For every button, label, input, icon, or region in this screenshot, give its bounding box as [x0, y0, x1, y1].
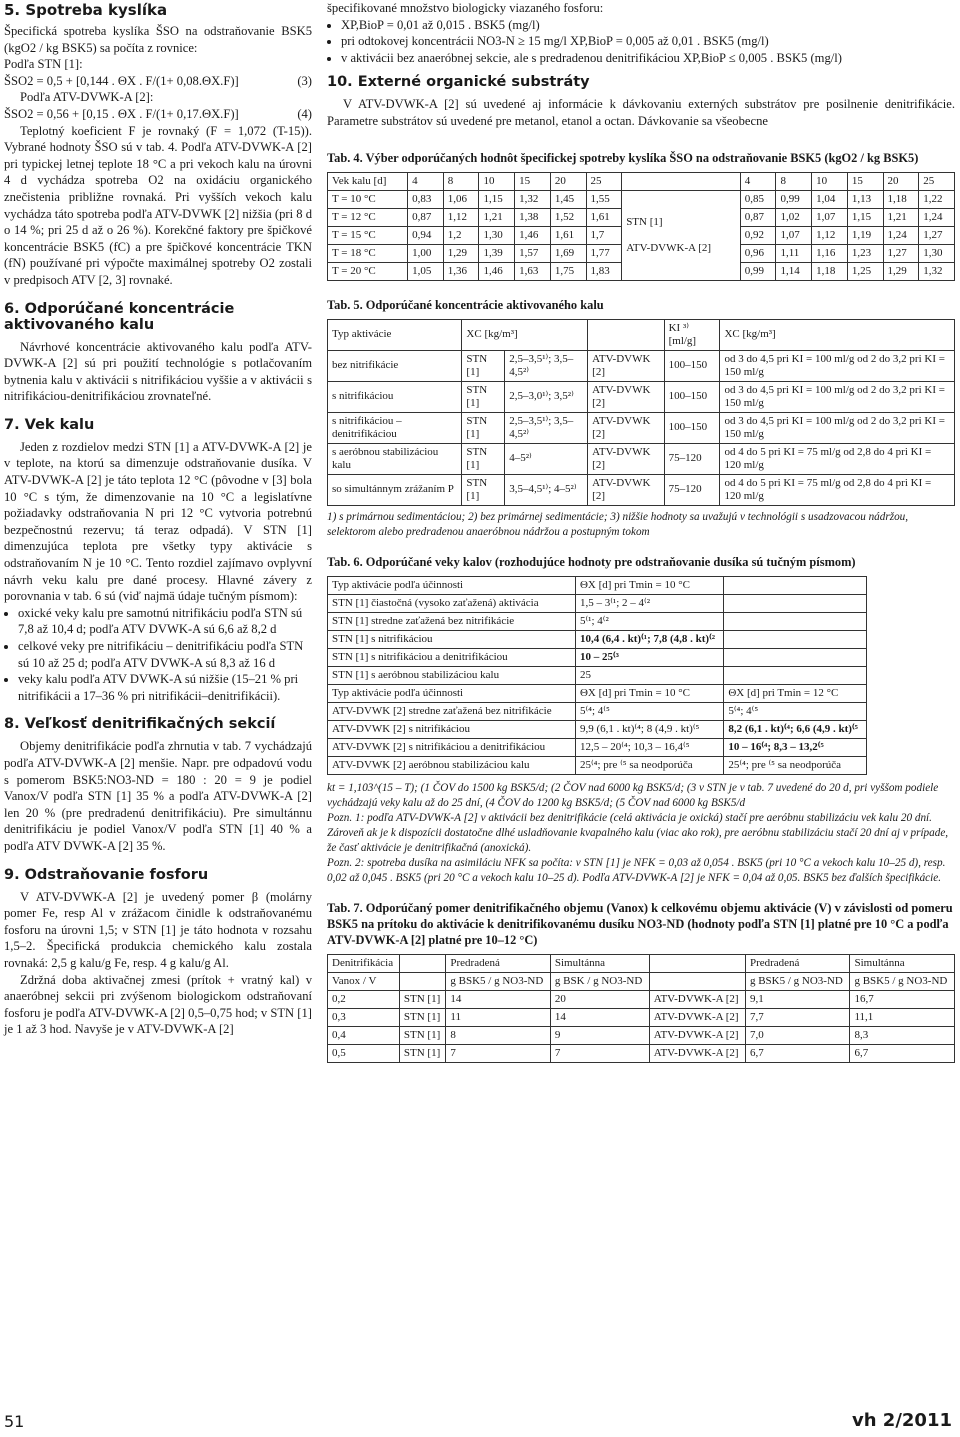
equation-3-number: (3): [297, 73, 312, 88]
table-cell: [649, 972, 745, 990]
table-cell: ΘX [d] pri Tmin = 12 °C: [724, 684, 867, 702]
table-cell: 15: [515, 172, 551, 190]
table-row: [328, 576, 867, 594]
table-cell: T = 20 °C: [328, 262, 408, 280]
table-cell: ΘX [d] pri Tmin = 10 °C: [575, 576, 723, 594]
table-cell: s nitrifikáciou – denitrifikáciou: [328, 412, 462, 443]
table-cell: 20: [550, 990, 649, 1008]
table-cell: 100–150: [664, 412, 720, 443]
phosphorus-intro: špecifikované množstvo biologicky viazaného fosforu:: [327, 1, 604, 15]
table-row: [328, 702, 867, 720]
section-5-title: 5. Spotreba kyslíka: [4, 1, 168, 19]
table-cell: 1,61: [550, 226, 586, 244]
table-row: [328, 738, 867, 756]
table-cell: STN [1]: [399, 990, 446, 1008]
table-cell: STN [1]: [399, 1044, 446, 1062]
table-cell: 10 – 16⁽⁴; 8,3 – 13,2⁽⁵: [724, 738, 867, 756]
table-cell: ATV-DVWK [2] stredne zaťažená bez nitrifikácie: [328, 702, 576, 720]
table-7: [327, 954, 955, 1063]
table-header-row: [328, 172, 955, 190]
table-cell: 1,12: [443, 208, 479, 226]
table-cell: 1,57: [515, 244, 551, 262]
table-cell: 1,27: [919, 226, 955, 244]
table-cell: 7,0: [745, 1026, 850, 1044]
table-cell: STN [1] s nitrifikáciou: [328, 630, 576, 648]
table-cell: 1,12: [812, 226, 848, 244]
table-cell: 0,2: [328, 990, 400, 1008]
table-cell: 100–150: [664, 381, 720, 412]
table-cell: 8,3: [850, 1026, 955, 1044]
section-8-body: Objemy denitrifikácie podľa zhrnutia v tab. 7 vychádzajú podľa ATV-DVWK-A [2] menšie. Napr. pre odpadovú vodu s pomerom BSK5:NO3-ND = 180 : 20 = 9 je podiel Vanox/V podľa STN [1] 35 % a podľa ATV-DVWK-A [2] len 20 % (pre predradenú denitrifikáciu). Pre simultánnu denitrifikáciu je podiel Vanox/V podľa STN [1] 40 % a podľa ATV DVWK-A [2] 35 %.: [4, 739, 312, 853]
table-cell: ATV-DVWK [2]: [588, 443, 664, 474]
list-item: • pri odtokovej koncentrácii NO3-N ≥ 15 mg/l XP,BioP = 0,005 až 0,01 . BSK5 (mg/l): [341, 33, 955, 50]
table-7-caption: Tab. 7. Odporúčaný pomer denitrifikačného objemu (Vanox) k celkovému objemu aktivácie (V) v závislosti od pomeru BSK5 na prítoku do aktivácie k denitrifikovanému dusíku NO3-ND (hodnoty podľa STN [1] platné pre 10 °C a podľa ATV-DVWK-A [2] platné pre 10–12 °C): [327, 900, 953, 947]
table-cell: 25⁽⁴; pre ⁽⁵ sa neodporúča: [724, 756, 867, 774]
table-cell: 8,2 (6,1 . kt)⁽⁴; 6,6 (4,9 . kt)⁽⁵: [724, 720, 867, 738]
table-cell: 3,5–4,5¹⁾; 4–5²⁾: [505, 474, 588, 505]
section-9-body-1: V ATV-DVWK-A [2] je uvedený pomer β (molárny pomer Fe, resp Al v zrážacom činidle k odstraňovanému fosforu na úrovni 1,5; v STN [1] je táto hodnota v rozsahu 1,5–2. Špecifická produkcia chemického kalu zostala rovnaká: 2,5 g kalu/g Fe, resp. 4 g kalu/g Al.: [4, 889, 312, 970]
phosphorus-bullets: [327, 17, 955, 67]
table-header-row: [328, 319, 955, 350]
table-cell: 12,5 – 20⁽⁴; 10,3 – 16,4⁽⁵: [575, 738, 723, 756]
table-cell: 4: [740, 172, 776, 190]
table-cell: 1,18: [812, 262, 848, 280]
table-row: [328, 720, 867, 738]
table-cell: T = 15 °C: [328, 226, 408, 244]
table-cell: Denitrifikácia: [328, 954, 400, 972]
equation-4: [4, 106, 312, 123]
table-cell: 2,5–3,5¹⁾; 3,5–4,5²⁾: [505, 412, 588, 443]
table-cell: 1,24: [883, 226, 919, 244]
table-cell: 75–120: [664, 443, 720, 474]
section-7-body: Jeden z rozdielov medzi STN [1] a ATV-DVWK-A [2] je v teplote, na ktorú sa dimenzuje odstraňovanie dusíka. V ATV-DVWK-A [2] je táto teplota 12 °C (pôvodne v [3] bola 10 °C s tým, že dimenzovanie na 10 °C a legislatívne požiadavky odstraňovania N pri 12 °C vytvoria potrebnú bezpečnostnú rezervu; tá teraz odpadá). V STN [1] dimenzujúca teplota pre všetky typy aktivácie s odstraňovaním N je 10 °C. Tento rozdiel zajímavo ovplyvní návrh veku kalu pre dané procesy. Hlavné závery z porovnania v tab. 6 sú (viď najmä údaje tučným písmom):: [4, 439, 312, 604]
table-cell: [724, 612, 867, 630]
table-cell: g BSK5 / g NO3-ND: [850, 972, 955, 990]
table-cell: 4–5²⁾: [505, 443, 588, 474]
section-5-body: Teplotný koeficient F je rovnaký (F = 1,072 (T-15)). Vybrané hodnoty ŠSO sú v tab. 4. Podľa ATV-DVWK-A [2] pri typickej letnej teplote 18 °C a pri vekoch kalu na úrovni 4 d vychádza spotreba O2 na oxidáciu organického znečistenia približne rovnaká. Pri vyšších vekoch kalu vychádza táto spotreba podľa ATV-DVWK [2] nižšia (pri 8 d o 14 %; pri 25 d až o 26 %). Korekčné faktory pre špičkové koncentrácie BSK5 (fC) a pre špičkové koncentrácie TKN (fN) používané pri výpočte maximálnej spotreby O2 zostali v predpisoch ATV [2, 3] rovnaké.: [4, 123, 312, 287]
equation-4-number: (4): [297, 106, 312, 121]
table-5-note: 1) s primárnou sedimentáciou; 2) bez primárnej sedimentácie; 3) nižšie hodnoty sa uvažujú v technológii s usadzovacou nádržou, selektorom alebo predradenou anaeróbnou nádržou a postupným tokom: [327, 510, 909, 538]
table-row: [328, 412, 955, 443]
table-cell: 15: [847, 172, 883, 190]
table-cell: [622, 172, 741, 190]
table-cell: 16,7: [850, 990, 955, 1008]
table-cell: 2,5–3,5¹⁾; 3,5–4,5²⁾: [505, 350, 588, 381]
table-cell: ATV-DVWK-A [2]: [649, 1026, 745, 1044]
table-cell: STN [1] stredne zaťažená bez nitrifikácie: [328, 612, 576, 630]
table-cell: 0,4: [328, 1026, 400, 1044]
table-cell: 10: [479, 172, 515, 190]
table-cell: 75–120: [664, 474, 720, 505]
section-6-title: 6. Odporúčané koncentrácie aktivovaného kalu: [4, 300, 235, 333]
table-cell: XC [kg/m³]: [462, 319, 588, 350]
table-cell: 1,61: [586, 208, 622, 226]
table-6: [327, 576, 867, 775]
table-cell: ATV-DVWK [2]: [588, 381, 664, 412]
table-cell: g BSK / g NO3-ND: [550, 972, 649, 990]
table-cell: 1,21: [883, 208, 919, 226]
table-cell: 1,11: [776, 244, 812, 262]
table-cell: Vanox / V: [328, 972, 400, 990]
table-cell: 1,75: [550, 262, 586, 280]
table-cell: 1,25: [847, 262, 883, 280]
table-cell: 0,87: [740, 208, 776, 226]
table-cell: 14: [446, 990, 551, 1008]
section-7-bullets: [4, 605, 312, 705]
table-6-note-1: kt = 1,103^(15 – T); (1 ČOV do 1500 kg BSK5/d; (2 ČOV nad 6000 kg BSK5/d; (3 v STN je v tab. 7 uvedené do 20 d, pri vyššom podiele vychádzajú veky kalu až do 25 dní, (4 ČOV do 1200 kg BSK5/d; (5 ČOV nad 6000 kg BSK5/d: [327, 781, 939, 809]
table-cell: 0,85: [740, 190, 776, 208]
table-6-note-3: Pozn. 2: spotreba dusíka na asimiláciu NFK sa počíta: v STN [1] je NFK = 0,03 až 0,054 . BSK5 (pri 10 °C a vekoch kalu 10–25 d), resp. 0,02 až 0,045 . BSK5 (pri 20 °C a vekoch kalu 10–25 d). Podľa ATV-DVWK-A [2] je NFK = 0,04 až 0,05. BSK5 bez ďalších špecifikácie.: [327, 856, 946, 884]
table-cell: 1,32: [515, 190, 551, 208]
table-cell: STN [1]: [462, 443, 505, 474]
table-cell: 1,22: [919, 190, 955, 208]
table-cell: 100–150: [664, 350, 720, 381]
table-row: [328, 972, 955, 990]
table-cell: 1,83: [586, 262, 622, 280]
table-cell: 5⁽⁴; 4⁽⁵: [724, 702, 867, 720]
table-cell: 0,5: [328, 1044, 400, 1062]
table-row: [328, 630, 867, 648]
table-cell: Simultánna: [850, 954, 955, 972]
section-6-body: Návrhové koncentrácie aktivovaného kalu podľa ATV-DVWK-A [2] sú pri použití technológie s potlačovaním bytnenia kalu v aktivácii s nitrifikáciou vyššie a v aktivácii s nitrifikáciou-denitrifikáciou zrovnateľné.: [4, 339, 312, 404]
table-cell: 25: [586, 172, 622, 190]
table-row: [328, 756, 867, 774]
right-column: [327, 0, 955, 1063]
table-cell: 1,16: [812, 244, 848, 262]
table-cell: [724, 648, 867, 666]
table-cell: 1,63: [515, 262, 551, 280]
table-cell: 5⁽¹; 4⁽²: [575, 612, 723, 630]
table-cell: 20: [550, 172, 586, 190]
table-cell: 1,46: [479, 262, 515, 280]
table-cell: 1,2: [443, 226, 479, 244]
table-cell: 1,15: [847, 208, 883, 226]
section-9-title: 9. Odstraňovanie fosforu: [4, 866, 209, 883]
table-cell: 1,07: [776, 226, 812, 244]
left-column: [4, 0, 312, 1038]
table-cell: [399, 972, 446, 990]
table-row: [328, 990, 955, 1008]
table-cell: 8: [443, 172, 479, 190]
list-item: • oxické veky kalu pre samotnú nitrifikáciu podľa STN sú 7,8 až 10,4 d; podľa ATV DVWK-A sú 6,6 až 8,2 d: [18, 605, 312, 638]
table-cell: 7: [446, 1044, 551, 1062]
table-cell: g BSK5 / g NO3-ND: [745, 972, 850, 990]
table-cell: g BSK5 / g NO3-ND: [446, 972, 551, 990]
table-cell: 2,5–3,0¹⁾; 3,5²⁾: [505, 381, 588, 412]
table-cell: od 3 do 4,5 pri KI = 100 ml/g od 2 do 3,2 pri KI = 150 ml/g: [720, 412, 955, 443]
table-cell: 14: [550, 1008, 649, 1026]
table-cell: od 4 do 5 pri KI = 75 ml/g od 2,8 do 4 pri KI = 120 ml/g: [720, 443, 955, 474]
table-cell: 1,69: [550, 244, 586, 262]
table-cell: [649, 954, 745, 972]
table-4: [327, 172, 955, 281]
table-cell: Predradená: [745, 954, 850, 972]
table-cell: ΘX [d] pri Tmin = 10 °C: [575, 684, 723, 702]
source-left-label: STN [1]: [626, 215, 663, 228]
table-cell: 1,15: [479, 190, 515, 208]
page-number: 51: [4, 1412, 25, 1431]
table-cell: 11: [446, 1008, 551, 1026]
table-cell: 0,92: [740, 226, 776, 244]
table-cell: ATV-DVWK [2] aeróbnou stabilizáciou kalu: [328, 756, 576, 774]
table-cell: 1,36: [443, 262, 479, 280]
table-cell: STN [1]: [462, 412, 505, 443]
table-row: [328, 443, 955, 474]
table-cell: 8: [776, 172, 812, 190]
table-cell: 1,77: [586, 244, 622, 262]
table-cell: 1,24: [919, 208, 955, 226]
table-cell: 7: [550, 1044, 649, 1062]
table-cell: so simultánnym zrážaním P: [328, 474, 462, 505]
table-cell: 0,83: [408, 190, 444, 208]
list-item: • v aktivácii bez anaeróbnej sekcie, ale s predradenou denitrifikáciou XP,BioP ≤ 0,005 . BSK5 (mg/l): [341, 50, 955, 67]
table-cell: 0,87: [408, 208, 444, 226]
table-row: [328, 612, 867, 630]
table-cell: T = 10 °C: [328, 190, 408, 208]
table-row: [328, 1026, 955, 1044]
table-cell: 1,21: [479, 208, 515, 226]
table-row: [328, 1044, 955, 1062]
table-cell: 1,29: [883, 262, 919, 280]
table-cell: 1,45: [550, 190, 586, 208]
table-cell: T = 12 °C: [328, 208, 408, 226]
table-cell: 11,1: [850, 1008, 955, 1026]
table-cell: Typ aktivácie podľa účinnosti: [328, 576, 576, 594]
table-cell: 9,9 (6,1 . kt)⁽⁴; 8 (4,9 . kt)⁽⁵: [575, 720, 723, 738]
table-cell: STN [1] čiastočná (vysoko zaťažená) aktivácia: [328, 594, 576, 612]
table-cell: 10 – 25⁽³: [575, 648, 723, 666]
table-cell: T = 18 °C: [328, 244, 408, 262]
table-cell: KI ³⁾ [ml/g]: [664, 319, 720, 350]
table-cell: 6,7: [745, 1044, 850, 1062]
table-cell: 1,04: [812, 190, 848, 208]
table-cell: 0,94: [408, 226, 444, 244]
table-cell: ATV-DVWK-A [2]: [649, 990, 745, 1008]
table-row: [328, 648, 867, 666]
table-cell: bez nitrifikácie: [328, 350, 462, 381]
table-cell: 1,13: [847, 190, 883, 208]
equation-4-text: ŠSO2 = 0,56 + [0,15 . ΘX . F/(1+ 0,17.ΘX.F)]: [4, 106, 239, 121]
table-cell: Simultánna: [550, 954, 649, 972]
table-cell: 1,39: [479, 244, 515, 262]
equation-3: [4, 73, 312, 90]
table-cell: 1,19: [847, 226, 883, 244]
table-cell: STN [1]: [462, 381, 505, 412]
table-cell: 25⁽⁴; pre ⁽⁵ sa neodporúča: [575, 756, 723, 774]
table-cell: 0,3: [328, 1008, 400, 1026]
table-cell: ATV-DVWK-A [2]: [649, 1044, 745, 1062]
equation-3-text: ŠSO2 = 0,5 + [0,144 . ΘX . F/(1+ 0,08.ΘX.F)]: [4, 73, 239, 88]
journal-issue: vh 2/2011: [851, 1410, 952, 1431]
table-cell: 25: [575, 666, 723, 684]
table-cell: XC [kg/m³]: [720, 319, 955, 350]
table-cell: Predradená: [446, 954, 551, 972]
table-cell: 1,30: [919, 244, 955, 262]
table-cell: 1,06: [443, 190, 479, 208]
table-cell: s nitrifikáciou: [328, 381, 462, 412]
section-7-title: 7. Vek kalu: [4, 416, 95, 433]
table-cell: od 3 do 4,5 pri KI = 100 ml/g od 2 do 3,2 pri KI = 150 ml/g: [720, 350, 955, 381]
table-5: [327, 319, 955, 506]
table-row: [328, 381, 955, 412]
table-cell: [724, 594, 867, 612]
table-cell: 1,52: [550, 208, 586, 226]
table-row: [328, 474, 955, 505]
table-cell: 1,32: [919, 262, 955, 280]
table-cell: od 4 do 5 pri KI = 75 ml/g od 2,8 do 4 pri KI = 120 ml/g: [720, 474, 955, 505]
table-cell: 0,99: [776, 190, 812, 208]
table-cell: STN [1]: [399, 1008, 446, 1026]
table-row: [328, 350, 955, 381]
table-cell: STN [1] s aeróbnou stabilizáciou kalu: [328, 666, 576, 684]
table-cell: 1,46: [515, 226, 551, 244]
source-right-label: ATV-DVWK-A [2]: [626, 241, 712, 254]
table-cell: 10: [812, 172, 848, 190]
list-item: • XP,BioP = 0,01 až 0,015 . BSK5 (mg/l): [341, 17, 955, 34]
table-cell: 0,99: [740, 262, 776, 280]
table-cell: Vek kalu [d]: [328, 172, 408, 190]
section-5-stn-label: Podľa STN [1]:: [4, 57, 83, 72]
table-cell: 1,23: [847, 244, 883, 262]
table-cell: 1,18: [883, 190, 919, 208]
table-cell: 9: [550, 1026, 649, 1044]
table-cell: 1,29: [443, 244, 479, 262]
table-cell: Typ aktivácie podľa účinnosti: [328, 684, 576, 702]
table-cell: STN [1] s nitrifikáciou a denitrifikáciou: [328, 648, 576, 666]
table-cell: 6,7: [850, 1044, 955, 1062]
section-10-body: V ATV-DVWK-A [2] sú uvedené aj informácie k dávkovaniu externých substrátov pre posilnenie denitrifikácie. Parametre substrátov sú uvedené pre metanol, etanol a octan. Dávkovanie sa všeobecne: [327, 97, 955, 128]
table-5-caption: Tab. 5. Odporúčané koncentrácie aktivovaného kalu: [327, 297, 604, 312]
table-cell: ATV-DVWK [2] s nitrifikáciou: [328, 720, 576, 738]
table-row: [328, 594, 867, 612]
table-cell: 25: [919, 172, 955, 190]
table-row: [328, 666, 867, 684]
table-cell: 1,38: [515, 208, 551, 226]
table-row: [328, 1008, 955, 1026]
table-cell: 0,96: [740, 244, 776, 262]
section-9-body-2: Zdržná doba aktivačnej zmesi (prítok + vratný kal) v anaeróbnej sekcii pri zvýšenom biologickom odstraňovaní fosforu je podľa ATV-DVWK-A [2] 0,5–0,75 hod; v STN [1] je 1 až 3 hod. Navyše je v ATV-DVWK-A [2]: [4, 972, 312, 1037]
table-cell: 8: [446, 1026, 551, 1044]
table-cell: STN [1]: [462, 474, 505, 505]
table-cell: 7,7: [745, 1008, 850, 1026]
table-cell: 1,02: [776, 208, 812, 226]
section-5-atv-label: Podľa ATV-DVWK-A [2]:: [20, 90, 154, 105]
table-6-caption: Tab. 6. Odporúčané veky kalov (rozhodujúce hodnoty pre odstraňovanie dusíka sú tučným písmom): [327, 554, 856, 569]
table-cell: [588, 319, 664, 350]
table-cell: 1,05: [408, 262, 444, 280]
table-cell: ATV-DVWK-A [2]: [649, 1008, 745, 1026]
table-row: [328, 954, 955, 972]
table-cell: 1,27: [883, 244, 919, 262]
table-cell: [399, 954, 446, 972]
section-8-title: 8. Veľkosť denitrifikačných sekcií: [4, 716, 276, 733]
table-6-note-2: Pozn. 1: podľa ATV-DVWK-A [2] v aktivácii bez denitrifikácie (celá aktivácia je oxická) stačí pre aeróbnu stabilizáciu vek kalu 20 dní. Zároveň ak je k dispozícii dostatočne dlhé usladňovanie kvapalného kalu (viac ako rok), pre aeróbnu stabilizáciu stačí 20 dní aj v prípade, že časť aktivácie je denitrifikačná (anoxická).: [327, 811, 949, 854]
table-cell: [724, 576, 867, 594]
section-5-intro: Špecifická spotreba kyslíka ŠSO na odstraňovanie BSK5 (kgO2 / kg BSK5) sa počíta z rovnice:: [4, 24, 312, 55]
table-cell: 1,00: [408, 244, 444, 262]
table-source-cell: [622, 190, 741, 280]
table-cell: 1,30: [479, 226, 515, 244]
table-cell: 5⁽⁴; 4⁽⁵: [575, 702, 723, 720]
table-cell: 1,7: [586, 226, 622, 244]
table-cell: 1,07: [812, 208, 848, 226]
table-cell: ATV-DVWK [2]: [588, 474, 664, 505]
table-cell: 20: [883, 172, 919, 190]
table-cell: ATV-DVWK [2]: [588, 412, 664, 443]
table-4-caption: Tab. 4. Výber odporúčaných hodnôt špecifickej spotreby kyslíka ŠSO na odstraňovanie BSK5 (kgO2 / kg BSK5): [327, 150, 919, 165]
table-cell: 1,55: [586, 190, 622, 208]
table-cell: 1,5 – 3⁽¹; 2 – 4⁽²: [575, 594, 723, 612]
table-cell: Typ aktivácie: [328, 319, 462, 350]
table-cell: ATV-DVWK [2] s nitrifikáciou a denitrifikáciou: [328, 738, 576, 756]
table-cell: STN [1]: [399, 1026, 446, 1044]
table-cell: 9,1: [745, 990, 850, 1008]
table-cell: 4: [408, 172, 444, 190]
table-cell: s aeróbnou stabilizáciou kalu: [328, 443, 462, 474]
table-cell: 1,14: [776, 262, 812, 280]
table-cell: STN [1]: [462, 350, 505, 381]
list-item: • celkové veky pre nitrifikáciu – denitrifikáciu podľa STN sú 10 až 25 d; podľa ATV DVWK-A sú 8,3 až 16 d: [18, 638, 312, 671]
table-row: [328, 190, 955, 208]
table-cell: od 3 do 4,5 pri KI = 100 ml/g od 2 do 3,2 pri KI = 150 ml/g: [720, 381, 955, 412]
table-cell: [724, 630, 867, 648]
table-cell: ATV-DVWK [2]: [588, 350, 664, 381]
table-row: [328, 684, 867, 702]
section-10-title: 10. Externé organické substráty: [327, 74, 590, 91]
list-item: • veky kalu podľa ATV DVWK-A sú nižšie (15–21 % pri nitrifikácii a 17–36 % pri nitrifikácii–denitrifikácii).: [18, 671, 312, 704]
table-cell: 10,4 (6,4 . kt)⁽¹; 7,8 (4,8 . kt)⁽²: [575, 630, 723, 648]
table-cell: [724, 666, 867, 684]
